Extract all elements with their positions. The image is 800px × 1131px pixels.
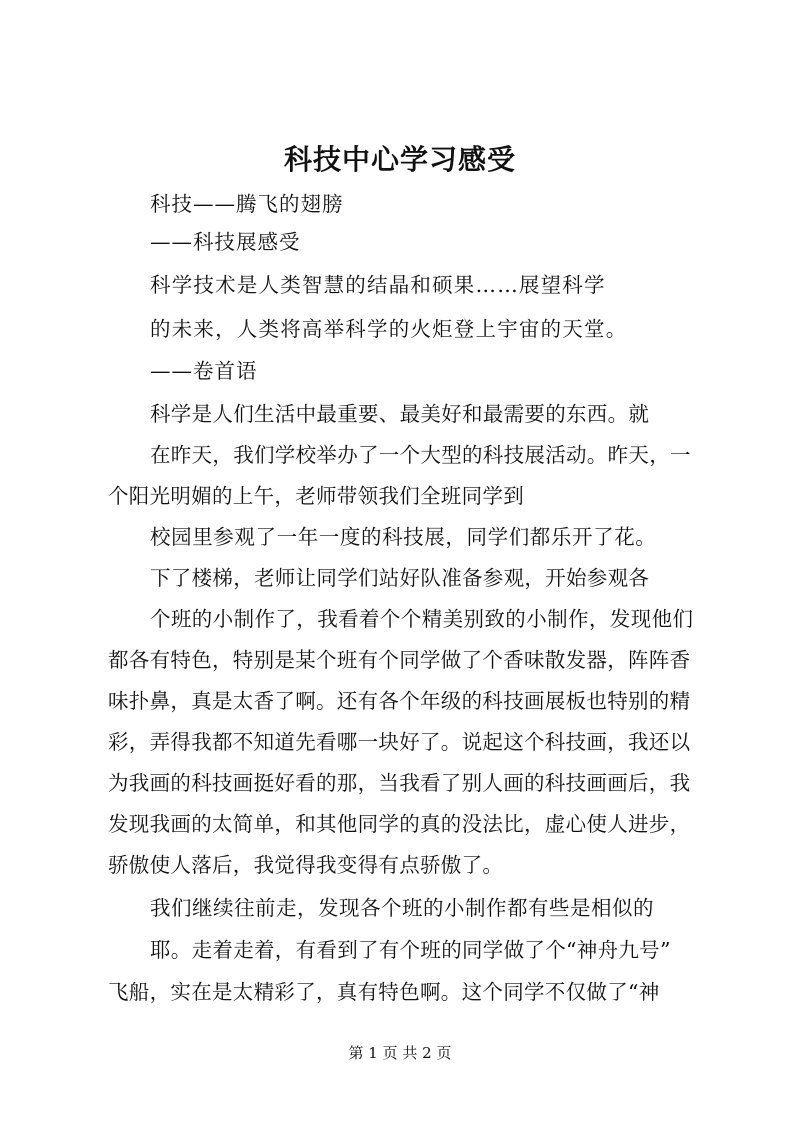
text-line: 科学技术是人类智慧的结晶和硕果……展望科学 bbox=[150, 273, 606, 297]
text-line: 科学是人们生活中最重要、最美好和最需要的东西。就 bbox=[150, 402, 650, 426]
text-line: 我们继续往前走，发现各个班的小制作都有些是相似的 bbox=[150, 896, 654, 920]
text-line: 个班的小制作了，我看着个个精美别致的小制作，发现他们 bbox=[150, 607, 694, 631]
page-number-footer: 第 1 页 共 2 页 bbox=[348, 1044, 452, 1062]
text-line: 科技——腾飞的翅膀 bbox=[150, 192, 344, 216]
text-line: 发现我画的太简单，和其他同学的真的没法比，虚心使人进步， bbox=[108, 812, 691, 836]
text-line: 下了楼梯，老师让同学们站好队准备参观，开始参观各 bbox=[150, 566, 650, 590]
document-title: 科技中心学习感受 bbox=[283, 143, 516, 176]
text-line: 味扑鼻，真是太香了啊。还有各个年级的科技画展板也特别的精 bbox=[108, 689, 691, 713]
text-line: 个阳光明媚的上午，老师带领我们全班同学到 bbox=[108, 484, 524, 508]
text-line: 的未来，人类将高举科学的火炬登上宇宙的天堂。 bbox=[150, 317, 628, 341]
text-line: 在昨天，我们学校举办了一个大型的科技展活动。昨天，一 bbox=[150, 443, 691, 467]
text-line: 飞船，实在是太精彩了，真有特色啊。这个同学不仅做了“神 bbox=[108, 980, 660, 1004]
text-line: 校园里参观了一年一度的科技展，同学们都乐开了花。 bbox=[150, 525, 657, 549]
text-line: 耶。走着走着，有看到了有个班的同学做了个“神舟九号” bbox=[150, 938, 671, 962]
text-line: 都各有特色，特别是某个班有个同学做了个香味散发器，阵阵香 bbox=[108, 648, 691, 672]
text-line: ——卷首语 bbox=[150, 359, 258, 383]
text-line: 骄傲使人落后，我觉得我变得有点骄傲了。 bbox=[108, 853, 504, 877]
text-line: 彩，弄得我都不知道先看哪一块好了。说起这个科技画，我还以 bbox=[108, 730, 691, 754]
text-line: 为我画的科技画挺好看的那，当我看了别人画的科技画画后，我 bbox=[108, 771, 691, 795]
text-line: ——科技展感受 bbox=[150, 230, 301, 254]
